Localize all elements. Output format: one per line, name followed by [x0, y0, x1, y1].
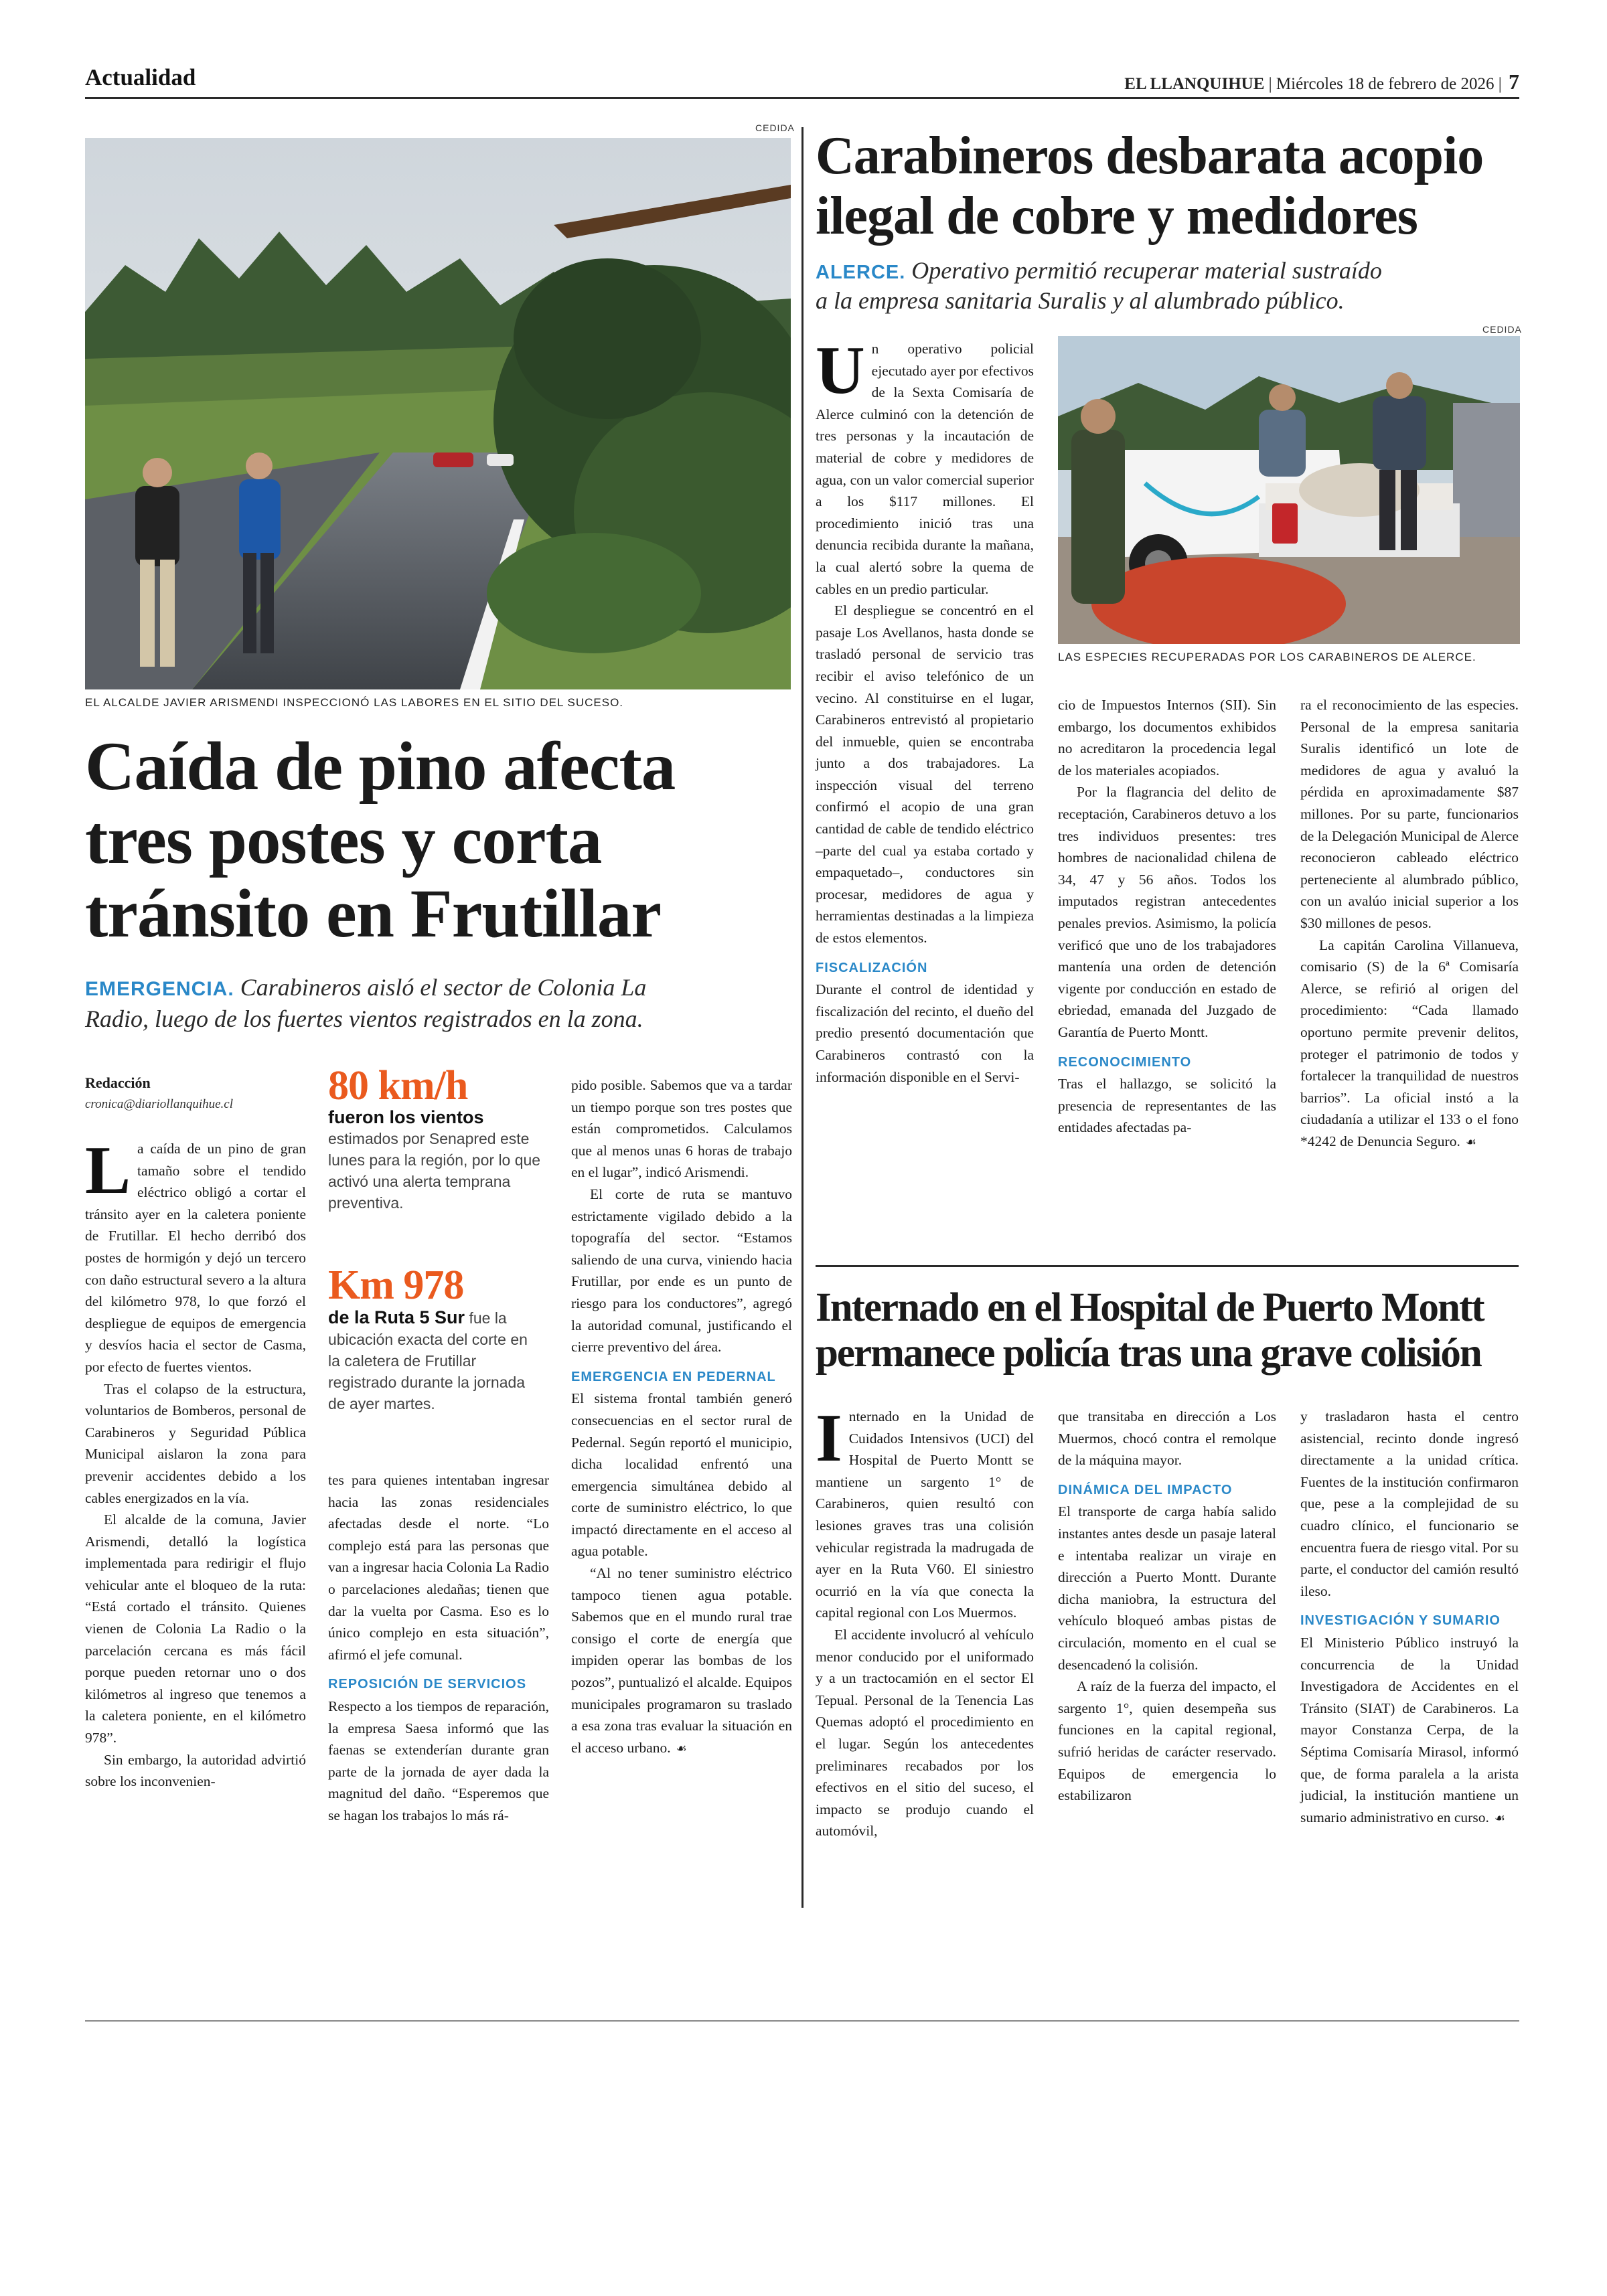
- fallen-pine-illustration: [85, 138, 791, 689]
- stat-text: fue la ubicación exacta del corte en la caletera de Frutillar registrado durante la jornada de ayer martes.: [328, 1309, 528, 1412]
- deck-line: Carabineros aisló el sector de Colonia La: [240, 974, 647, 1001]
- stat-value: 80 km/h: [328, 1063, 468, 1109]
- paragraph: nternado en la Unidad de Cuidados Intensivos (UCI) del Hospital de Puerto Montt se mantiene un sargento 1° de Carabineros, quien resultó con lesiones graves tras una colisión vehicular registrada la madrugada de ayer en la Ruta V60. El siniestro ocurrió en la vía que conecta la capital regional con Los Muermos.: [816, 1408, 1034, 1621]
- headline-line: tránsito en Frutillar: [85, 876, 662, 952]
- paragraph: Por la flagrancia del delito de receptación, Carabineros detuvo a los tres individuos presentes: tres hombres de nacionalidad chilena de 34, 47 y 56 años. Todos los imputados registran antecedentes penales previos. Asimismo, la policía verificó que uno de los trabajadores mantenía una orden de detención vigente por conducción en estado de ebriedad, emanada del Juzgado de Garantía de Puerto Montt.: [1058, 784, 1276, 1040]
- footer-rule: [85, 2020, 1519, 2022]
- headline-line: ilegal de cobre y medidores: [816, 187, 1418, 246]
- paragraph: El Ministerio Público instruyó la concurrencia de la Unidad Investigadora de Accidentes en el Tránsito (SIAT) de Carabineros. La mayor Constanza Cerpa, de la Séptima Comisaría Mirasol, informó que, de forma paralela a la arista judicial, la institución mantiene un sumario administrativo en curso.: [1300, 1634, 1519, 1825]
- photo-caption: EL ALCALDE JAVIER ARISMENDI INSPECCIONÓ LAS LABORES EN EL SITIO DEL SUCESO.: [85, 696, 624, 709]
- stat-text: estimados por Senapred este lunes para la región, por lo que activó una alerta temprana preventiva.: [328, 1130, 541, 1212]
- police-truck-photo: [1058, 336, 1520, 644]
- story-divider: [816, 1265, 1519, 1267]
- subheading: FISCALIZACIÓN: [816, 960, 928, 975]
- paragraph: Tras el hallazgo, se solicitó la presencia de representantes de las entidades afectadas pa-: [1058, 1076, 1276, 1136]
- deck-line: Operativo permitió recuperar material sustraído: [911, 257, 1382, 284]
- stat-box-winds: [328, 1064, 542, 1214]
- story1-column-2: [328, 1469, 549, 1827]
- story3-column-3: [1300, 1406, 1519, 1829]
- story1-column-1: [85, 1133, 306, 1793]
- stat-lead: fueron los vientos: [328, 1107, 484, 1127]
- section-title: Actualidad: [85, 64, 196, 90]
- stat-lead: de la Ruta 5 Sur: [328, 1307, 465, 1327]
- paragraph: Durante el control de identidad y fiscalización del recinto, el dueño del predio presentó documentación que Carabineros contrastó con la información disponible en el Servi-: [816, 981, 1034, 1085]
- headline-line: Caída de pino afecta: [85, 728, 676, 805]
- paragraph: El despliegue se concentró en el pasaje Los Avellanos, hasta donde se trasladó personal de servicio tras recibir el aviso telefónico de un vecino. Al constituirse en el lugar, Carabineros entrevistó al propietario del inmueble, quien se encontraba junto a dos trabajadores. La inspección visual del terreno confirmó el acopio de una gran cantidad de cable de tendido eléctrico –parte del cual ya estaba cortado y empaquetado–, conductores sin procesar, medidores de agua y herramientas destinadas a la limpieza de estos elementos.: [816, 602, 1034, 947]
- drop-cap: U: [816, 333, 865, 408]
- end-of-article-icon: ☙: [1494, 1811, 1505, 1825]
- column-divider: [801, 127, 804, 1908]
- paragraph: La capitán Carolina Villanueva, comisario (S) de la 6ª Comisaría Alerce, se refirió al origen del procedimiento: “Cada llamado oportuno permite prevenir delitos, proteger el patrimonio de todos y fortalecer la tranquilidad de nuestros barrios”. La oficial instó a la ciudadanía a utilizar el 133 o el fono *4242 de Denuncia Seguro.: [1300, 936, 1519, 1149]
- deck-line: Radio, luego de los fuertes vientos registrados en la zona.: [85, 1005, 643, 1032]
- paragraph: A raíz de la fuerza del impacto, el sargento 1°, quien desempeña sus funciones en la capital regional, sufrió heridas de carácter reservado. Equipos de emergencia lo estabilizaron: [1058, 1678, 1276, 1804]
- drop-cap: I: [816, 1400, 842, 1476]
- deck: [85, 973, 801, 1034]
- header-rule: [85, 97, 1519, 99]
- kicker: EMERGENCIA.: [85, 978, 234, 1000]
- kicker: ALERCE.: [816, 262, 906, 283]
- paragraph: n operativo policial ejecutado ayer por efectivos de la Sexta Comisaría de Alerce culminó con la detención de tres personas y la incautación de material de cobre y medidores de agua, con un valor comercial superior a los $117 millones. El procedimiento inició tras una denuncia recibida durante la mañana, la cual alertó sobre la quema de cables en un predio particular.: [816, 341, 1034, 597]
- headline-line: permanece policía tras una grave colisión: [816, 1331, 1481, 1376]
- paragraph: cio de Impuestos Internos (SII). Sin embargo, los documentos exhibidos no acreditaron la procedencia legal de los materiales acopiados.: [1058, 697, 1276, 778]
- byline-email: cronica@diariollanquihue.cl: [85, 1097, 233, 1111]
- paragraph: “Al no tener suministro eléctrico tampoco tienen agua potable. Sabemos que en el mundo rural trae consigo el corte de energía que impiden operar las bombas de los pozos”, puntualizó el alcalde. Equipos municipales programaron su traslado a esa zona tras evaluar la situación en el acceso urbano.: [571, 1565, 792, 1756]
- page-number: 7: [1509, 70, 1519, 94]
- headline-line: Internado en el Hospital de Puerto Montt: [816, 1285, 1484, 1330]
- paragraph: y trasladaron hasta el centro asistencial, recinto donde ingresó directamente a la unidad crítica. Fuentes de la institución confirmaron que, pese a la complejidad de su cuadro clínico, el funcionario se encuentra fuera de riesgo vital. Por su parte, el conductor del camión resultó ileso.: [1300, 1408, 1519, 1599]
- subheading: INVESTIGACIÓN Y SUMARIO: [1300, 1613, 1501, 1629]
- headline-line: tres postes y corta: [85, 802, 602, 878]
- paragraph: Tras el colapso de la estructura, voluntarios de Bomberos, personal de Carabineros y Seguridad Pública Municipal aislaron la zona para prevenir accidentes debido a los cables energizados en la vía.: [85, 1380, 306, 1506]
- byline: Redacción: [85, 1074, 151, 1091]
- subheading: EMERGENCIA EN PEDERNAL: [571, 1369, 776, 1384]
- deck: [816, 256, 1519, 315]
- stat-value: Km 978: [328, 1262, 464, 1308]
- end-of-article-icon: ☙: [676, 1741, 687, 1756]
- story1-column-3: [571, 1074, 792, 1760]
- paragraph: El accidente involucró al vehículo menor conducido por el uniformado y a un tractocamión en el sector El Tepual. Personal de la Tenencia Las Quemas adoptó el procedimiento en el lugar. Según los antecedentes preliminares recabados por los efectivos en el sitio del suceso, el impacto se produjo cuando el automóvil,: [816, 1626, 1034, 1839]
- drop-cap: L: [85, 1133, 131, 1208]
- headline: [816, 126, 1519, 246]
- story2-column-3: [1300, 694, 1519, 1153]
- end-of-article-icon: ☙: [1465, 1135, 1476, 1149]
- photo-credit: CEDIDA: [755, 122, 795, 133]
- deck-line: a la empresa sanitaria Suralis y al alumbrado público.: [816, 287, 1345, 314]
- issue-date: Miércoles 18 de febrero de 2026: [1276, 75, 1495, 93]
- headline: [816, 1285, 1525, 1376]
- paragraph: a caída de un pino de gran tamaño sobre el tendido eléctrico obligó a cortar el tránsito ayer en la caletera poniente de Frutillar. El hecho derribó dos postes de hormigón y dejó un tercero con daño estructural severo a la altura del kilómetro 978, lo que forzó el despliegue de equipos de emergencia y desvíos hacia el sector de Casma, por efecto de fuertes vientos.: [85, 1141, 306, 1375]
- paragraph: El transporte de carga había salido instantes antes desde un pasaje lateral e intentaba realizar un viraje en dirección a Puerto Montt. Durante dicha maniobra, la estructura del vehículo bloqueó ambas pistas de circulación, momento en el cual se desencadenó la colisión.: [1058, 1503, 1276, 1673]
- subheading: DINÁMICA DEL IMPACTO: [1058, 1482, 1233, 1497]
- recovered-items-illustration: [1058, 336, 1520, 644]
- headline: [85, 730, 801, 951]
- newspaper-name: EL LLANQUIHUE: [1124, 75, 1265, 93]
- paragraph: Sin embargo, la autoridad advirtió sobre los inconvenien-: [85, 1751, 306, 1790]
- subheading: REPOSICIÓN DE SERVICIOS: [328, 1677, 527, 1692]
- photo-credit: CEDIDA: [1482, 324, 1522, 335]
- headline-line: Carabineros desbarata acopio: [816, 127, 1484, 185]
- paragraph: que transitaba en dirección a Los Muermos, chocó contra el remolque de la máquina mayor.: [1058, 1408, 1276, 1469]
- paragraph: El sistema frontal también generó consecuencias en el sector rural de Pedernal. Según reportó el municipio, dicha localidad enfrentó una emergencia simultánea debido al corte de suministro eléctrico, lo que impactó directamente en el acceso al agua potable.: [571, 1390, 792, 1560]
- subheading: RECONOCIMIENTO: [1058, 1054, 1192, 1070]
- page-folio: EL LLANQUIHUE | Miércoles 18 de febrero de 2026 | 7: [1124, 70, 1519, 94]
- paragraph: ra el reconocimiento de las especies. Personal de la empresa sanitaria Suralis identificó un lote de medidores de agua y avaluó la pérdida en aproximadamente $87 millones. Por su parte, funcionarios de la Delegación Municipal de Alerce reconocieron cableado eléctrico perteneciente al alumbrado público, con un avalúo inicial superior a los $30 millones de pesos.: [1300, 697, 1519, 931]
- story2-column-1: [816, 333, 1034, 1088]
- story2-column-2: [1058, 694, 1276, 1139]
- photo-caption: LAS ESPECIES RECUPERADAS POR LOS CARABINEROS DE ALERCE.: [1058, 651, 1476, 663]
- paragraph: El corte de ruta se mantuvo estrictamente vigilado debido a la topografía del sector. “Estamos saliendo de una curva, viniendo hacia Frutillar, por ende es un punto de riesgo para los conductores”, agregó la autoridad comunal, justificando el cierre preventivo del área.: [571, 1185, 792, 1356]
- storm-tree-photo: [85, 138, 791, 689]
- story3-column-2: [1058, 1406, 1276, 1807]
- paragraph: tes para quienes intentaban ingresar hacia las zonas residenciales afectadas desde el norte. “Lo complejo está para las personas que van a ingresar hacia Colonia La Radio o parcelaciones aledañas; tienen que dar la vuelta por Casma. Eso es lo único complejo en esta situación”, afirmó el jefe comunal.: [328, 1472, 549, 1663]
- stat-box-km: [328, 1264, 542, 1414]
- paragraph: pido posible. Sabemos que va a tardar un tiempo porque son tres postes que están comprometidos. Calculamos que al menos unas 6 horas de trabajo en el lugar”, indicó Arismendi.: [571, 1077, 792, 1181]
- story3-column-1: [816, 1400, 1034, 1842]
- paragraph: El alcalde de la comuna, Javier Arismendi, detalló la logística implementada para redirigir el flujo vehicular ante el bloqueo de la ruta: “Está cortado el tránsito. Quienes vienen de Colonia La Radio o la parcelación cercana es más fácil porque pueden retornar uno o dos kilómetros al ingreso que tenemos a la caletera poniente, en el kilómetro 978”.: [85, 1511, 306, 1746]
- paragraph: Respecto a los tiempos de reparación, la empresa Saesa informó que las faenas se extenderían durante gran parte de la jornada de ayer dada la magnitud del daño. “Esperemos que se hagan los trabajos lo más rá-: [328, 1698, 549, 1823]
